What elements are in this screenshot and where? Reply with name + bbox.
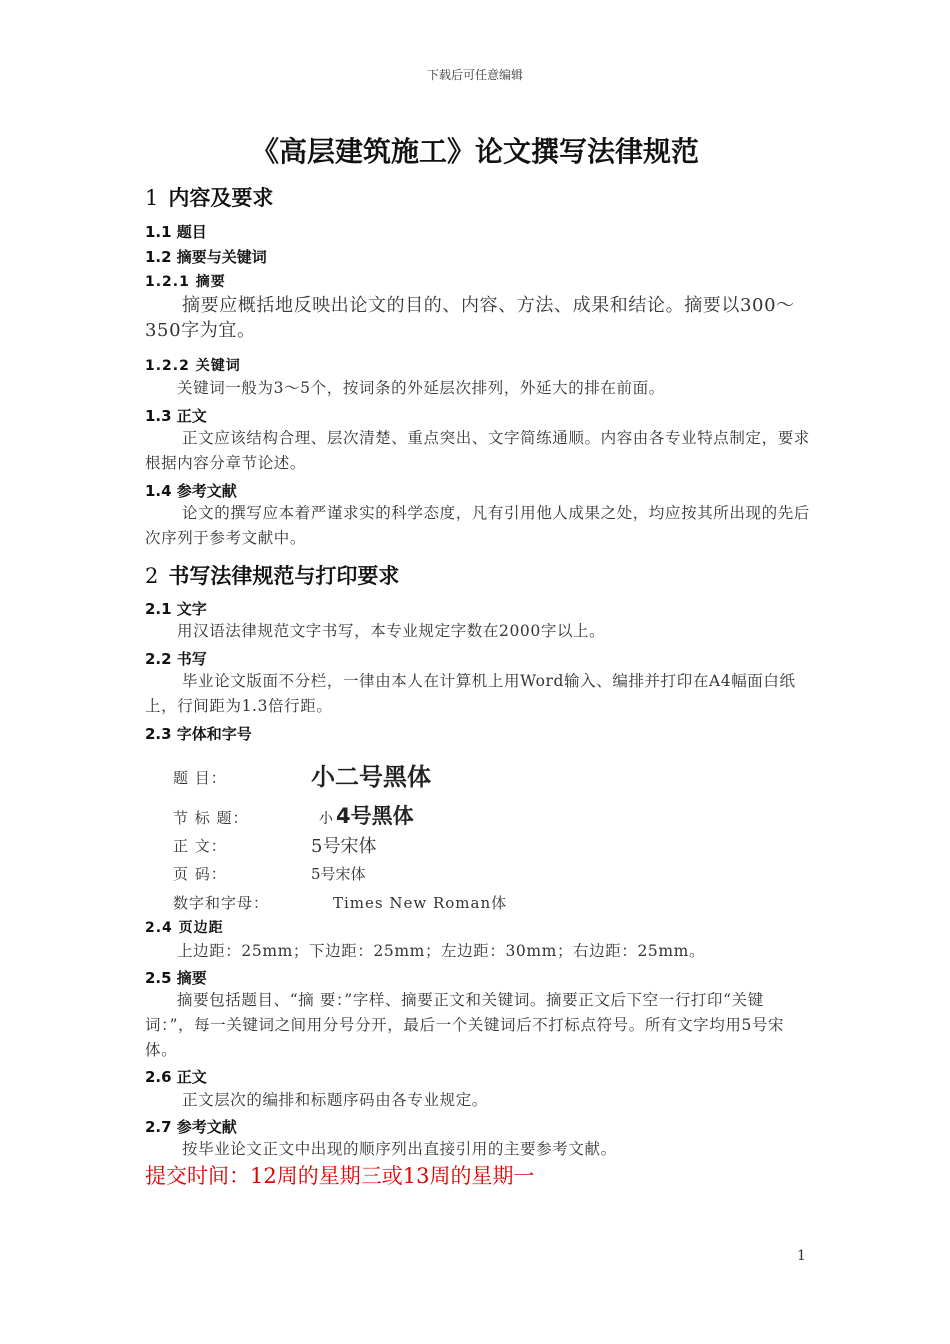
heading-2-2: 2.2 书写 xyxy=(145,650,207,668)
font-body-value: 5号宋体 xyxy=(311,836,377,857)
submission-deadline: 提交时间：12周的星期三或13周的星期一 xyxy=(145,1164,535,1188)
paragraph-abstract: 摘要应概括地反映出论文的目的、内容、方法、成果和结论。摘要以300～350字为宜。 xyxy=(145,295,795,341)
heading-2-1: 2.1 文字 xyxy=(145,600,207,618)
font-section-size: 4号黑体 xyxy=(336,804,414,828)
font-title-value: 小二号黑体 xyxy=(311,763,431,791)
paragraph-references: 论文的撰写应本着严谨求实的科学态度，凡有引用他人成果之处，均应按其所出现的先后次序列于参考文献中。 xyxy=(145,504,810,547)
heading-1-4: 1.4 参考文献 xyxy=(145,482,237,500)
heading-2-4: 2.4 页边距 xyxy=(145,920,224,936)
section-label: 内容及要求 xyxy=(168,186,274,210)
heading-2-7: 2.7 参考文献 xyxy=(145,1118,237,1136)
font-title-label: 题 目： xyxy=(173,769,227,787)
paragraph-writing: 毕业论文版面不分栏，一律由本人在计算机上用Word输入、编排并打印在A4幅面白纸上，行间距为1.3倍行距。 xyxy=(145,672,796,715)
paragraph-abstract-format: 摘要包括题目、“摘 要：”字样、摘要正文和关键词。摘要正文后下空一行打印“关键词：”，每一关键词之间用分号分开，最后一个关键词后不打标点符号。所有文字均用5号宋体。 xyxy=(145,991,785,1059)
heading-1-2: 1.2 摘要与关键词 xyxy=(145,248,267,266)
paragraph-text: 用汉语法律规范文字书写，本专业规定字数在2000字以上。 xyxy=(177,622,606,640)
font-number-value: Times New Roman体 xyxy=(333,894,508,912)
page-number: 1 xyxy=(797,1248,806,1264)
section-1-heading xyxy=(145,182,273,212)
section-2-heading xyxy=(145,560,399,590)
heading-1-2-2: 1.2.2 关键词 xyxy=(145,358,241,374)
paragraph-keywords: 关键词一般为3～5个，按词条的外延层次排列，外延大的排在前面。 xyxy=(177,379,665,397)
font-page-value: 5号宋体 xyxy=(311,865,366,883)
document-title: 《高层建筑施工》论文撰写法律规范 xyxy=(250,135,699,168)
page-header: 下载后可任意编辑 xyxy=(426,68,523,82)
paragraph-references-format: 按毕业论文正文中出现的顺序列出直接引用的主要参考文献。 xyxy=(182,1140,617,1158)
font-section-small: 小 xyxy=(319,811,333,827)
heading-2-5: 2.5 摘要 xyxy=(145,969,207,987)
paragraph-margins: 上边距：25mm；下边距：25mm；左边距：30mm；右边距：25mm。 xyxy=(177,942,706,960)
heading-1-1: 1.1 题目 xyxy=(145,223,207,241)
font-body-label: 正 文： xyxy=(173,837,227,855)
paragraph-body-format: 正文层次的编排和标题序码由各专业规定。 xyxy=(182,1091,488,1109)
section-number: 2 xyxy=(145,564,159,588)
paragraph-body: 正文应该结构合理、层次清楚、重点突出、文字简练通顺。内容由各专业特点制定，要求根据内容分章节论述。 xyxy=(145,429,810,472)
section-label: 书写法律规范与打印要求 xyxy=(168,564,400,588)
section-number: 1 xyxy=(145,186,159,210)
font-number-label: 数字和字母： xyxy=(173,894,270,912)
heading-2-6: 2.6 正文 xyxy=(145,1068,207,1086)
heading-1-3: 1.3 正文 xyxy=(145,407,207,425)
font-section-value xyxy=(319,800,414,830)
font-section-label: 节 标 题： xyxy=(173,809,249,827)
heading-1-2-1: 1.2.1 摘要 xyxy=(145,274,226,290)
heading-2-3: 2.3 字体和字号 xyxy=(145,725,252,743)
font-page-label: 页 码： xyxy=(173,865,227,883)
